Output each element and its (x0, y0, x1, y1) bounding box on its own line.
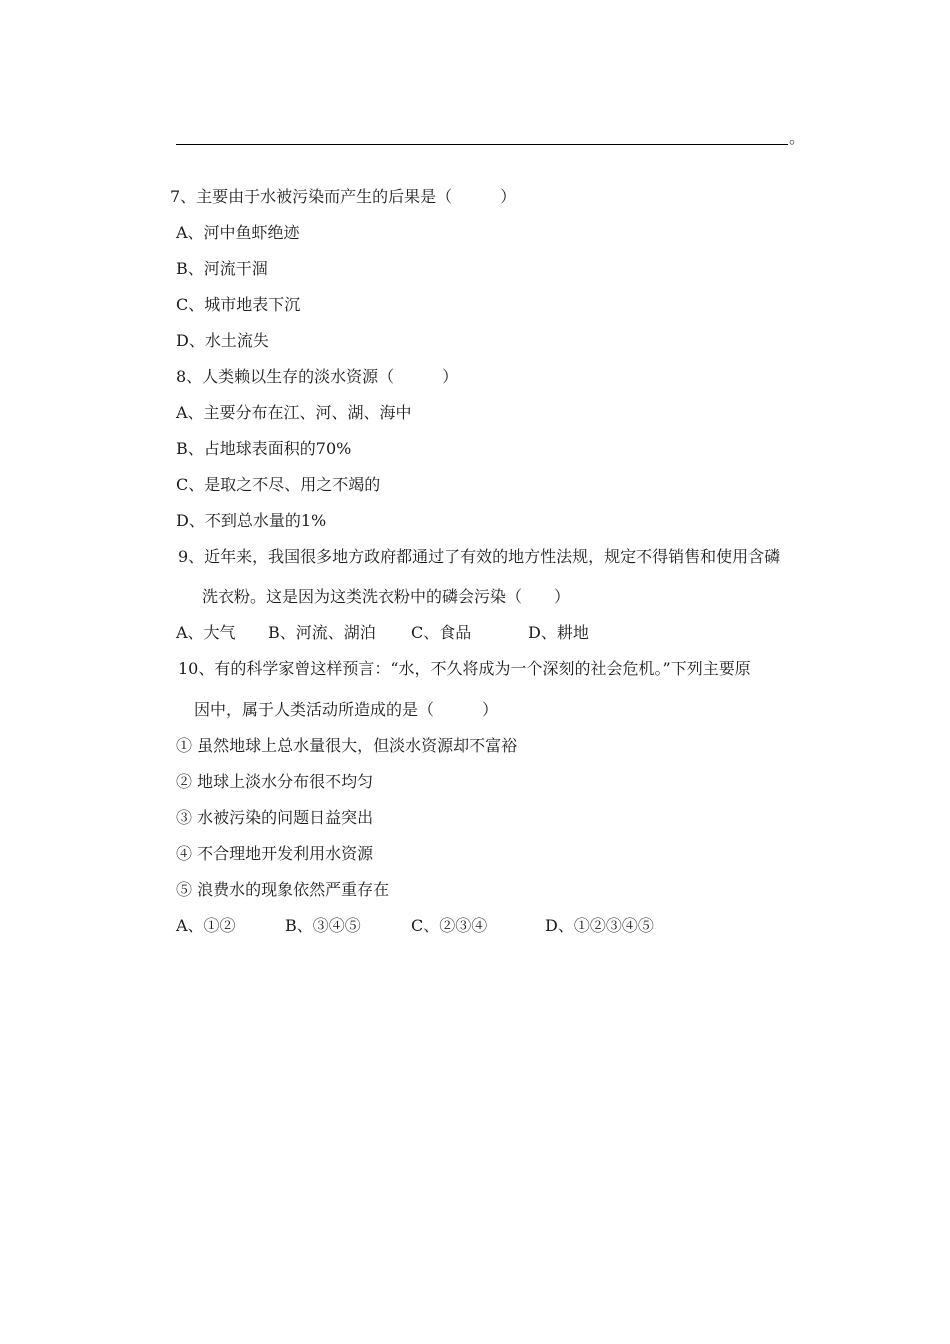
question-9-option-b: B、河流、湖泊 (268, 623, 376, 642)
question-7-stem: 7、主要由于水被污染而产生的后果是（ ） (170, 187, 517, 206)
question-10-option-c: C、②③④ (411, 916, 488, 935)
question-9-stem-line-2: 洗衣粉。这是因为这类洗衣粉中的磷会污染（ ） (202, 587, 571, 606)
question-8-option-d: D、不到总水量的1% (176, 511, 327, 530)
question-10-option-b: B、③④⑤ (285, 916, 361, 935)
question-10-statement-5: ⑤ 浪费水的现象依然严重存在 (176, 880, 390, 899)
question-10-stem-line-1: 10、有的科学家曾这样预言：“水，不久将成为一个深刻的社会危机。”下列主要原 (178, 659, 751, 678)
answer-blank-line (176, 144, 788, 145)
question-8-stem: 8、人类赖以生存的淡水资源（ ） (176, 367, 459, 386)
question-10-stem-line-2: 因中，属于人类活动所造成的是（ ） (194, 700, 499, 719)
answer-blank-end-mark: 。 (789, 128, 806, 147)
question-7-option-b: B、河流干涸 (176, 259, 268, 278)
question-10-options (0, 916, 950, 936)
question-8-option-b: B、占地球表面积的70% (176, 439, 352, 458)
question-7-option-a: A、河中鱼虾绝迹 (176, 223, 300, 242)
question-7-option-d: D、水土流失 (176, 331, 269, 350)
question-9-options (0, 623, 950, 643)
question-8-option-c: C、是取之不尽、用之不竭的 (176, 475, 381, 494)
question-10-option-d: D、①②③④⑤ (545, 916, 654, 935)
question-9-option-a: A、大气 (176, 623, 236, 642)
question-10-option-a: A、①② (176, 916, 236, 935)
question-9-option-d: D、耕地 (528, 623, 589, 642)
question-10-statement-3: ③ 水被污染的问题日益突出 (176, 808, 374, 827)
question-9-stem-line-1: 9、近年来，我国很多地方政府都通过了有效的地方性法规，规定不得销售和使用含磷 (178, 547, 781, 566)
question-10-statement-2: ② 地球上淡水分布很不均匀 (176, 772, 374, 791)
question-10-statement-4: ④ 不合理地开发利用水资源 (176, 844, 374, 863)
question-9-option-c: C、食品 (411, 623, 472, 642)
question-7-option-c: C、城市地表下沉 (176, 295, 301, 314)
question-10-statement-1: ① 虽然地球上总水量很大，但淡水资源却不富裕 (176, 736, 518, 755)
question-8-option-a: A、主要分布在江、河、湖、海中 (176, 403, 412, 422)
